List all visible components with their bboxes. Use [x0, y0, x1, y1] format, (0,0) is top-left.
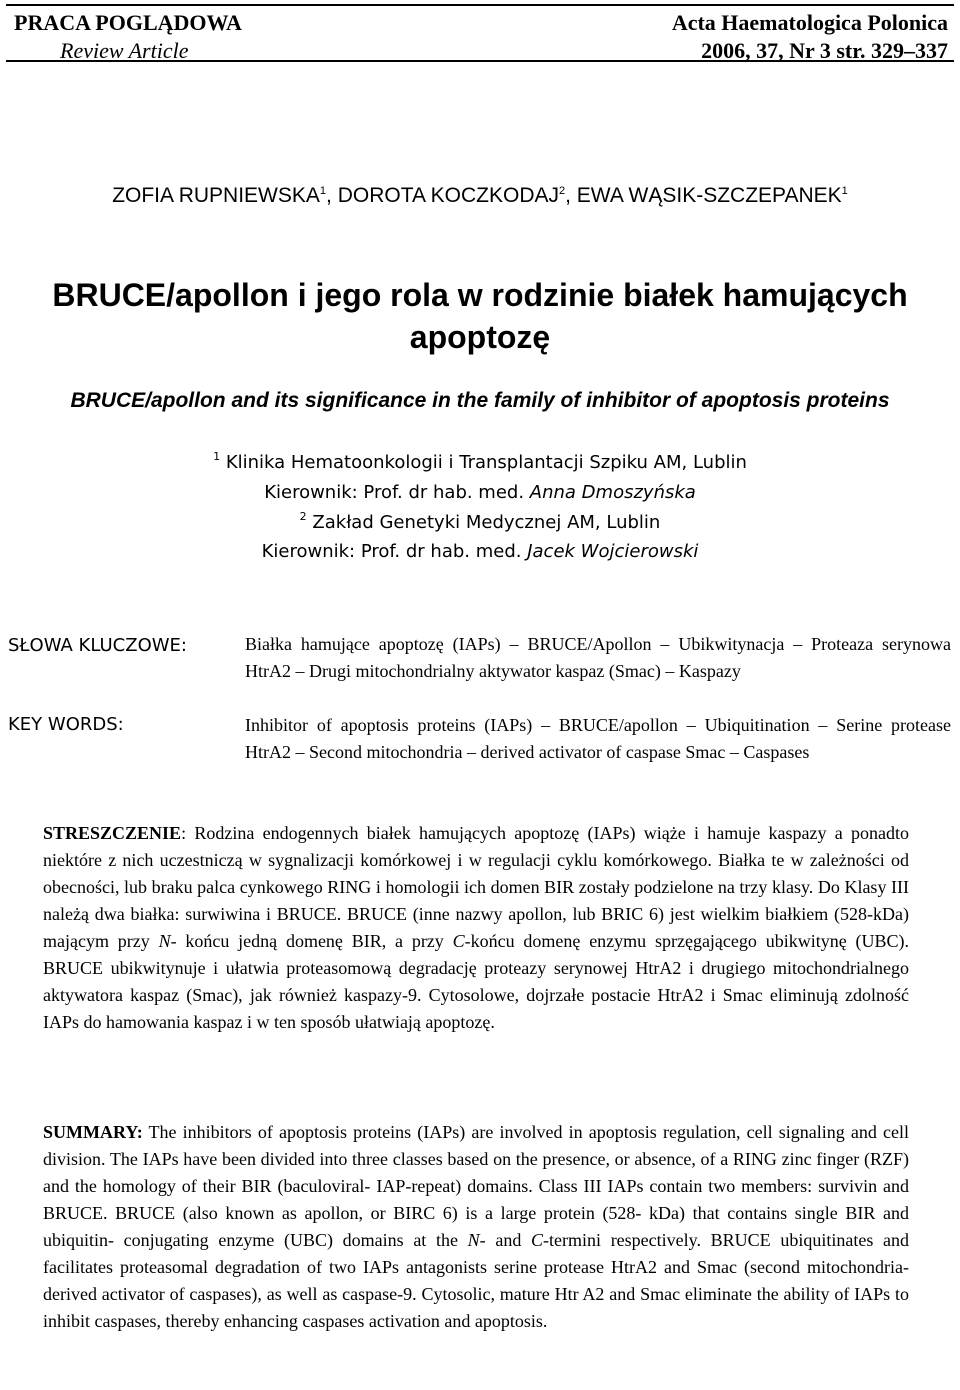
affiliation-name: Klinika Hematoonkologii i Transplantacji Szpiku AM, Lublin — [225, 452, 747, 473]
abstract-italic: N — [467, 1230, 480, 1250]
title-polish-line: apoptozę — [409, 319, 551, 355]
abstract-italic: C — [452, 931, 465, 951]
author-name: EWA WĄSIK-SZCZEPANEK — [576, 184, 842, 207]
abstract-text: -termini respectively. BRUCE ubiquitinates and facilitates proteasomal degradation of two IAPs antagonists serine protease HtrA2 and Smac (second mitochondria- derived activator of caspases), as well as caspase-9. Cytosolic, mature Htr A2 and Smac eliminate the ability of IAPs to inhibit caspases, thereby enhancing caspases activation and apoptosis. — [43, 1230, 909, 1331]
abstract-polish-label: STRESZCZENIE — [43, 823, 182, 843]
head-name: Jacek Wojcierowski — [527, 541, 699, 562]
affiliation-2 — [0, 508, 960, 538]
author-affiliation-mark: 1 — [319, 185, 327, 197]
abstract-text: - końcu jedną domenę BIR, a przy — [170, 931, 453, 951]
author-affiliation-mark: 2 — [559, 185, 566, 197]
head-title: Kierownik: Prof. dr hab. med. — [264, 482, 525, 503]
author-list: ZOFIA RUPNIEWSKA$^1$, DOROTA KOCZKODAJ$^2$, EWA WĄSIK-SZCZEPANEK$^1$ — [112, 184, 848, 207]
head-title: Kierownik: Prof. dr hab. med. — [261, 541, 522, 562]
keywords-pl-text: Białka hamujące apoptozę (IAPs) – BRUCE/Apollon – Ubikwitynacja – Proteaza serynowa HtrA2 – Drugi mitochondrialny aktywator kaspaz (Smac) – Kaspazy — [245, 634, 951, 681]
abstract-text: - and — [479, 1230, 532, 1250]
title-polish — [0, 274, 960, 358]
affiliation-name: Zakład Genetyki Medycznej AM, Lublin — [312, 512, 661, 533]
journal-header — [6, 4, 954, 62]
abstract-english-label: SUMMARY: — [43, 1122, 143, 1142]
affiliation-2-head — [0, 537, 960, 567]
abstract-text: The inhibitors of apoptosis proteins (IAPs) are involved in apoptosis regulation, cell signaling and cell division. The IAPs have been divided into three classes based on the presence, or absence, of a RING zinc finger (RZF) and the homology of their BIR (baculoviral- IAP-repeat) domains. Class III IAPs contain two members: survivin and BRUCE. BRUCE (also known as apollon, or BIRC 6) is a large protein (528- kDa) that contains single BIR and ubiquitin- conjugating enzyme (UBC) domains at the — [43, 1122, 909, 1250]
title-english: BRUCE/apollon and its significance in the family of inhibitor of apoptosis proteins — [70, 389, 890, 412]
affiliation-mark: 2 — [299, 510, 307, 523]
journal-name: Acta Haematologica Polonica — [671, 10, 948, 35]
abstract-text: -końcu domenę enzymu sprzęgającego ubikwitynę (UBC). BRUCE ubikwitynuje i ułatwia proteasomową degradację proteazy serynowej HtrA2 i drugiego mitochondrialnego aktywatora kaspaz (Smac), jak również kaspazy-9. Cytosolowe, dojrzałe postacie HtrA2 i Smac eliminują zdolność IAPs do hamowania kaspaz i w ten sposób ułatwiają apoptozę. — [43, 931, 909, 1032]
abstract-italic: C — [531, 1230, 544, 1250]
author-name: DOROTA KOCZKODAJ — [337, 184, 559, 207]
abstract-english — [43, 1119, 909, 1335]
title-polish-line: BRUCE/apollon i jego rola w rodzinie białek hamujących — [52, 277, 908, 313]
keywords-en-text: Inhibitor of apoptosis proteins (IAPs) – BRUCE/apollon – Ubiquitination – Serine protease HtrA2 – Second mitochondria – derived activator of caspase Smac – Caspases — [245, 715, 951, 762]
abstract-polish — [43, 820, 909, 1036]
head-name: Anna Dmoszyńska — [529, 482, 696, 503]
author-name: ZOFIA RUPNIEWSKA — [112, 184, 320, 207]
article-type: PRACA POGLĄDOWA — [14, 10, 242, 35]
abstract-text: : Rodzina endogennych białek hamujących apoptozę (IAPs) wiąże i hamuje kaspazy a ponadto niektóre z nich uczestniczą w sygnalizacji komórkowej i w regulacji cyklu komórkowego. Białka te w zależności od obecności, lub braku palca cynkowego RING i homologii ich domen BIR zostały podzielone na trzy klasy. Do Klasy III należą dwa białka: surwiwina i BRUCE. BRUCE (inne nazwy apollon, lub BRIC 6) jest wielkim białkiem (528-kDa) mającym przy — [43, 823, 909, 951]
affiliation-1-head — [0, 478, 960, 508]
affiliation-mark: 1 — [213, 450, 221, 463]
keywords-pl-label: SŁOWA KLUCZOWE: — [8, 635, 187, 656]
abstract-italic: N — [158, 931, 171, 951]
author-affiliation-mark: 1 — [841, 185, 848, 197]
article-type-english: Review Article — [60, 38, 189, 63]
keywords-en-label: KEY WORDS: — [8, 714, 124, 735]
journal-citation: 2006, 37, Nr 3 str. 329–337 — [701, 38, 948, 63]
affiliation-1 — [0, 448, 960, 478]
